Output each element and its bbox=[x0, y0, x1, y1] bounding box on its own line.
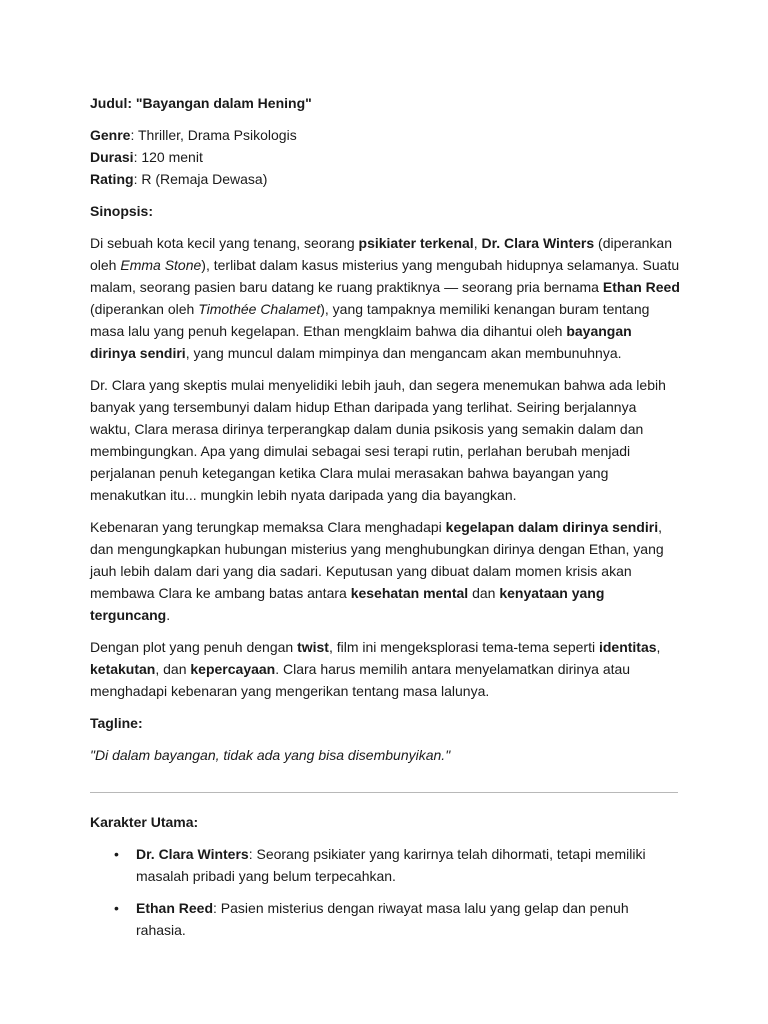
p4-bold: identitas bbox=[598, 639, 657, 655]
duration-label: Durasi bbox=[90, 149, 134, 165]
synopsis-heading bbox=[90, 200, 680, 222]
character-description: : Seorang psikiater yang karirnya telah dihormati, tetapi memiliki masalah pribadi yang belum terpecahkan. bbox=[136, 846, 646, 884]
p1-bold: bayangan dirinya sendiri bbox=[90, 323, 632, 361]
p4-text: Dengan plot yang penuh dengan bbox=[90, 639, 298, 655]
p4-text: . Clara harus memilih antara menyelamatkan dirinya atau menghadapi kebenaran yang mengerikan tentang masa lalunya. bbox=[90, 661, 631, 699]
bullet-icon: • bbox=[114, 846, 119, 862]
p1-text: , bbox=[473, 235, 482, 251]
genre-value: : Thriller, Drama Psikologis bbox=[130, 127, 297, 143]
p1-text: ), terlibat dalam kasus misterius yang mengubah hidupnya selamanya. Suatu malam, seorang pasien baru datang ke ruang praktiknya — seorang pria bernama bbox=[90, 257, 680, 295]
p4-bold: twist bbox=[297, 639, 329, 655]
tagline-heading bbox=[90, 712, 680, 734]
p1-italic: Emma Stone bbox=[120, 257, 202, 273]
p1-text: Di sebuah kota kecil yang tenang, seorang bbox=[90, 235, 359, 251]
p4-text: , bbox=[656, 639, 661, 655]
p3-bold: kegelapan dalam dirinya sendiri bbox=[445, 519, 659, 535]
characters-heading bbox=[90, 811, 680, 833]
synopsis-paragraph-4 bbox=[90, 636, 680, 702]
p1-bold: psikiater terkenal bbox=[358, 235, 474, 251]
characters-label: Karakter Utama: bbox=[90, 814, 199, 830]
document-body bbox=[90, 92, 680, 951]
p1-text: ), yang tampaknya memiliki kenangan buram tentang masa lalu yang penuh kegelapan. Ethan mengklaim bahwa dia dihantui oleh bbox=[90, 301, 650, 339]
horizontal-divider bbox=[90, 792, 678, 793]
character-name: Ethan Reed bbox=[136, 900, 214, 916]
p3-text: , dan mengungkapkan hubungan misterius yang menghubungkan dirinya dengan Ethan, yang jauh lebih dalam dari yang dia sadari. Keputusan yang dibuat dalam momen krisis akan membawa Clara ke ambang batas antara bbox=[90, 519, 664, 601]
character-description: : Pasien misterius dengan riwayat masa lalu yang gelap dan penuh rahasia. bbox=[136, 900, 629, 938]
genre-label: Genre bbox=[90, 127, 131, 143]
p1-italic: Timothée Chalamet bbox=[198, 301, 321, 317]
title-value: "Bayangan dalam Hening" bbox=[135, 95, 312, 111]
synopsis-paragraph-2: Dr. Clara yang skeptis mulai menyelidiki lebih jauh, dan segera menemukan bahwa ada lebih banyak yang tersembunyi dalam hidup Ethan daripada yang terlihat. Seiring berjalannya waktu, Clara merasa dirinya terperangkap dalam dunia psikosis yang semakin dalam dan membingungkan. Apa yang dimulai sebagai sesi terapi rutin, perlahan berubah menjadi perjalanan penuh ketegangan ketika Clara mulai merasakan bahwa bayangan yang menakutkan itu... mungkin lebih nyata daripada yang dia bayangkan. bbox=[90, 377, 666, 503]
tagline-text bbox=[90, 744, 680, 766]
p1-bold: Ethan Reed bbox=[602, 279, 680, 295]
synopsis-label: Sinopsis: bbox=[90, 203, 154, 219]
synopsis-paragraph-3 bbox=[90, 516, 680, 626]
synopsis-paragraph-1 bbox=[90, 232, 680, 364]
p1-text: (diperankan oleh bbox=[90, 301, 199, 317]
p4-text: , film ini mengeksplorasi tema-tema seperti bbox=[328, 639, 599, 655]
title-line bbox=[90, 92, 680, 114]
rating-line bbox=[90, 168, 680, 190]
rating-value: : R (Remaja Dewasa) bbox=[133, 171, 268, 187]
rating-label: Rating bbox=[90, 171, 134, 187]
bullet-icon: • bbox=[114, 900, 119, 916]
p1-text: , yang muncul dalam mimpinya dan mengancam akan membunuhnya. bbox=[185, 345, 622, 361]
list-item bbox=[90, 897, 680, 941]
p4-bold: kepercayaan bbox=[190, 661, 276, 677]
movie-meta bbox=[90, 124, 680, 190]
characters-list bbox=[90, 843, 680, 941]
p3-bold: kesehatan mental bbox=[350, 585, 469, 601]
character-name: Dr. Clara Winters bbox=[136, 846, 249, 862]
duration-value: : 120 menit bbox=[133, 149, 203, 165]
p1-text: (diperankan oleh bbox=[90, 235, 672, 273]
tagline-quote: "Di dalam bayangan, tidak ada yang bisa disembunyikan." bbox=[90, 747, 451, 763]
genre-line bbox=[90, 124, 680, 146]
p1-bold: Dr. Clara Winters bbox=[481, 235, 595, 251]
title-label-and-value bbox=[90, 95, 312, 111]
list-item bbox=[90, 843, 680, 887]
p4-bold: ketakutan bbox=[90, 661, 156, 677]
p4-text: , dan bbox=[155, 661, 191, 677]
p3-bold: kenyataan yang terguncang bbox=[90, 585, 605, 623]
p3-text: . bbox=[166, 607, 171, 623]
p3-text: dan bbox=[468, 585, 500, 601]
duration-line bbox=[90, 146, 680, 168]
p3-text: Kebenaran yang terungkap memaksa Clara menghadapi bbox=[90, 519, 446, 535]
title-label: Judul: bbox=[90, 95, 132, 111]
tagline-label: Tagline: bbox=[90, 715, 143, 731]
